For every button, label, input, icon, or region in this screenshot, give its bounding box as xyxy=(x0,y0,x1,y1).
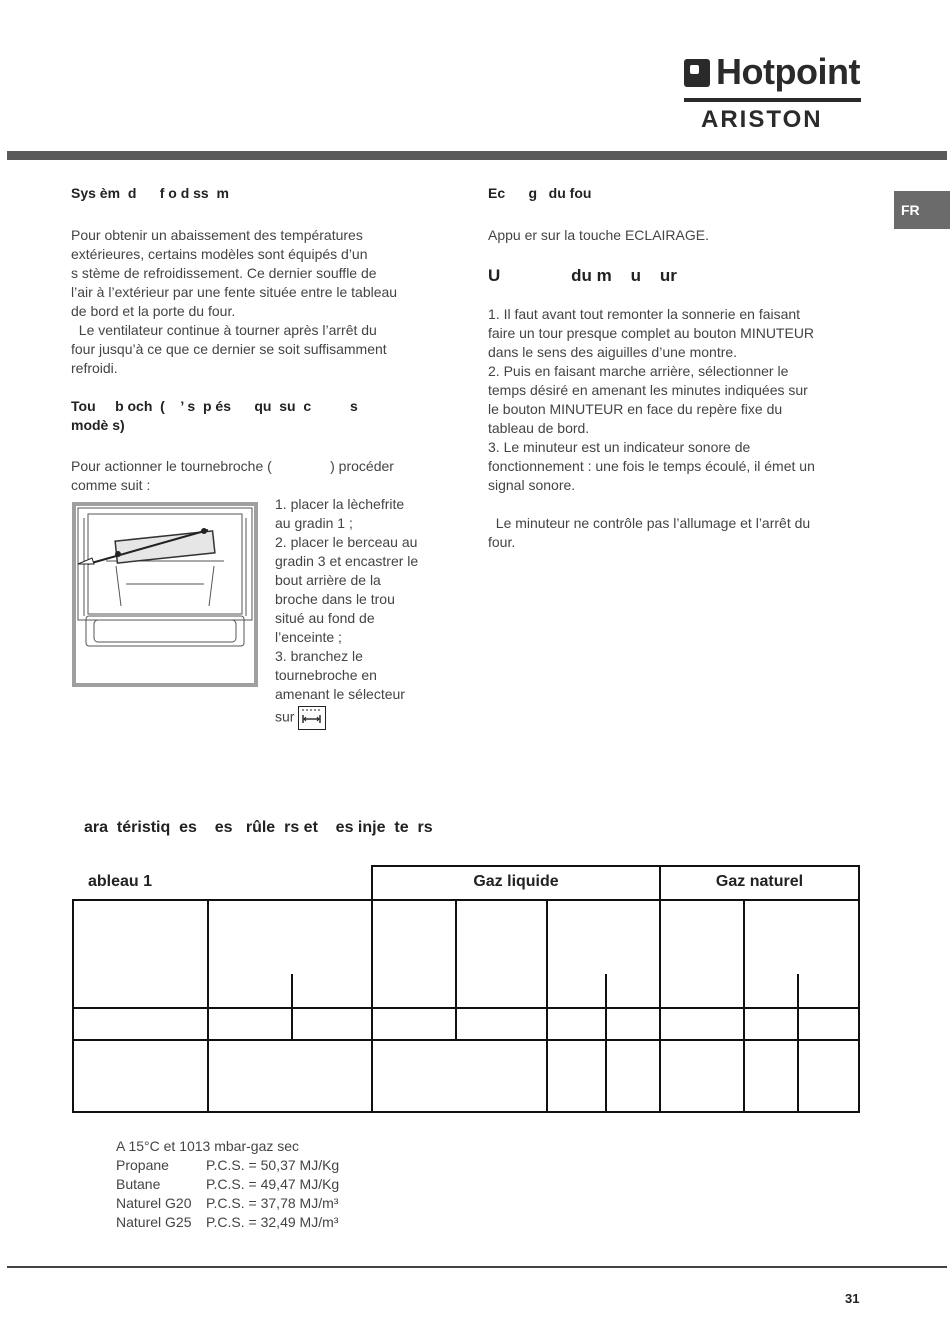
text-line: Le minuteur ne contrôle pas l’allumage et l’arrêt du xyxy=(488,515,811,531)
step-line: 1. placer la lèchefrite xyxy=(275,496,405,512)
note-label: Propane xyxy=(116,1157,169,1173)
lighting-text: Appu er sur la touche ECLAIRAGE. xyxy=(488,227,709,243)
text-line: le bouton MINUTEUR en face du repère fixe du xyxy=(488,401,783,417)
text-line: s stème de refroidissement. Ce dernier souffle de xyxy=(71,265,377,281)
step-line: 3. branchez le xyxy=(275,648,363,664)
step-line: 2. placer le berceau au xyxy=(275,534,418,550)
text-line: four. xyxy=(488,534,516,550)
note-row xyxy=(116,1156,339,1175)
text-line: Pour obtenir un abaissement des températures xyxy=(71,227,363,243)
text-line: de bord et la porte du four. xyxy=(71,303,236,319)
page-number: 31 xyxy=(845,1291,860,1306)
text-line: fonctionnement : une fois le temps écoulé, il émet un xyxy=(488,458,815,474)
footer-rule xyxy=(7,1266,947,1268)
note-label: Naturel G25 xyxy=(116,1214,192,1230)
text-line: 1. Il faut avant tout remonter la sonnerie en faisant xyxy=(488,306,801,322)
rotisserie-intro-line-1: Pour actionner le tournebroche ( ) procéder xyxy=(71,458,394,474)
text-line: faire un tour presque complet au bouton MINUTEUR xyxy=(488,325,815,341)
text-line: temps désiré en amenant les minutes indiquées sur xyxy=(488,382,808,398)
text-line: tableau de bord. xyxy=(488,420,590,436)
text-line: extérieures, certains modèles sont équipés d’un xyxy=(71,246,368,262)
note-row xyxy=(116,1213,339,1232)
note-value: P.C.S. = 49,47 MJ/Kg xyxy=(206,1176,340,1192)
table-label: ableau 1 xyxy=(88,873,153,890)
rotisserie-intro-line-2: comme suit : xyxy=(71,477,151,493)
rotisserie-title-line-1: Tou b och ( ’ s p és qu su c s xyxy=(71,398,358,414)
rotisserie-title-line-2: modè s) xyxy=(71,417,125,433)
text-line: Le ventilateur continue à tourner après l’arrêt du xyxy=(71,322,377,338)
step-line: tournebroche en xyxy=(275,667,377,683)
timer-title: U du m u ur xyxy=(488,266,677,285)
table-section-title: ara téristiq es es rûle rs et es inje te rs xyxy=(84,819,433,836)
text-line: refroidi. xyxy=(71,360,118,376)
text-line: 2. Puis en faisant marche arrière, sélectionner le xyxy=(488,363,789,379)
language-tab: FR xyxy=(894,191,950,229)
note-value: P.C.S. = 50,37 MJ/Kg xyxy=(206,1157,340,1173)
table-header-liquid-gas: Gaz liquide xyxy=(473,873,559,890)
text-line: signal sonore. xyxy=(488,477,576,493)
note-value: P.C.S. = 32,49 MJ/m³ xyxy=(206,1214,339,1230)
step-line: bout arrière de la xyxy=(275,572,381,588)
text-line: l’air à l’extérieur par une fente située entre le tableau xyxy=(71,284,398,300)
text-line: four jusqu’à ce que ce dernier se soit suffisamment xyxy=(71,341,387,357)
note-label: Naturel G20 xyxy=(116,1195,192,1211)
step-line: l’enceinte ; xyxy=(275,629,342,645)
step-line: broche dans le trou xyxy=(275,591,395,607)
lighting-title: Ec g du fou xyxy=(488,185,592,201)
cooling-title: Sys èm d f o d ss m xyxy=(71,185,229,201)
text-line: 3. Le minuteur est un indicateur sonore de xyxy=(488,439,751,455)
step-line: au gradin 1 ; xyxy=(275,515,353,531)
note-label: Butane xyxy=(116,1176,161,1192)
table-header-natural-gas: Gaz naturel xyxy=(715,873,804,890)
step-line: gradin 3 et encastrer le xyxy=(275,553,419,569)
brand-name: Hotpoint xyxy=(716,51,860,92)
note-value: P.C.S. = 37,78 MJ/m³ xyxy=(206,1195,339,1211)
note-row xyxy=(116,1175,339,1194)
note-row xyxy=(116,1194,339,1213)
step-line: situé au fond de xyxy=(275,610,375,626)
text-line: dans le sens des aiguilles d’une montre. xyxy=(488,344,738,360)
step-line: sur xyxy=(275,708,295,725)
note-line: A 15°C et 1013 mbar-gaz sec xyxy=(116,1138,300,1154)
step-line: amenant le sélecteur xyxy=(275,686,405,702)
gas-notes xyxy=(116,1137,339,1232)
brand-subname: ARISTON xyxy=(701,106,823,133)
